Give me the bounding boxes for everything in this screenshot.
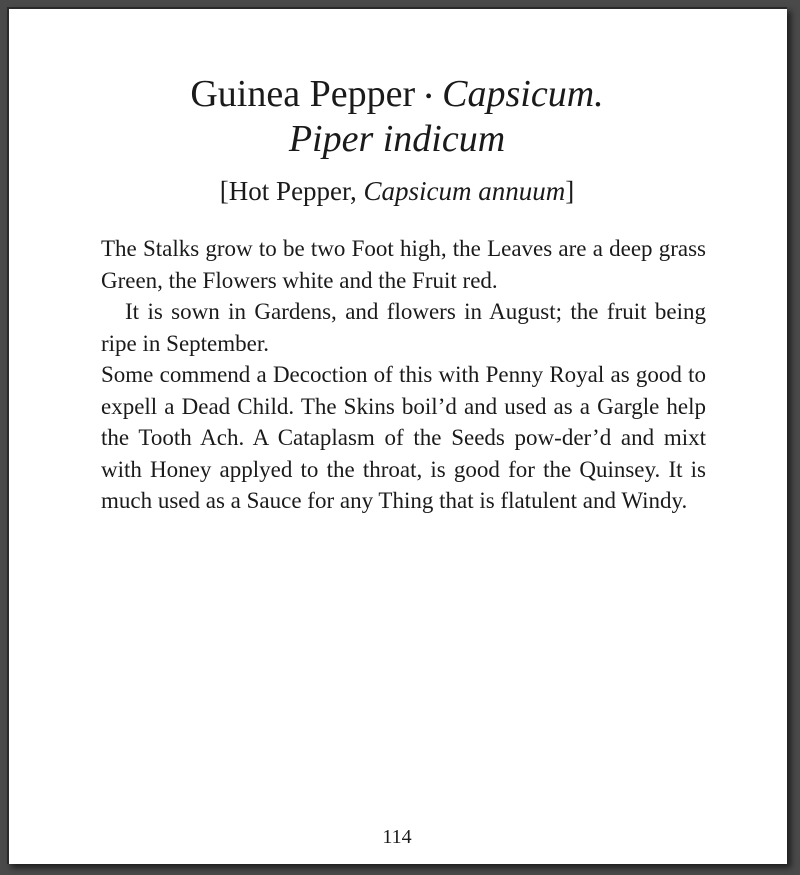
page-title [7,70,787,121]
page-subtitle [7,173,787,209]
paragraph-uses: Some commend a Decoction of this with Penny Royal as good to expell a Dead Child. The Skins boil’d and used as a Gargle help the Tooth Ach. A Cataplasm of the Seeds pow-der’d and mixt with Honey applyed to the throat, is good for the Quinsey. It is much used as a Sauce for any Thing that is flatulent and Windy. [101,362,706,513]
subtitle-open-bracket: [ [219,176,229,206]
subtitle-botanical-name: Capsicum annuum [363,176,566,206]
title-common-name: Guinea Pepper [190,73,416,115]
title-genus: Capsicum. [442,73,604,115]
title-species: Piper indicum [288,118,506,160]
subtitle-close-bracket: ] [565,176,575,206]
book-page [7,7,787,864]
body-text [101,233,706,517]
title-separator: • [425,86,433,109]
subtitle-common-name: Hot Pepper, [228,176,364,206]
paragraph-cultivation: It is sown in Gardens, and flowers in August; the fruit being ripe in September. [101,299,706,356]
paragraph-description: The Stalks grow to be two Foot high, the Leaves are a deep grass Green, the Flowers white and the Fruit red. [101,236,706,293]
page-number: 114 [382,826,412,848]
